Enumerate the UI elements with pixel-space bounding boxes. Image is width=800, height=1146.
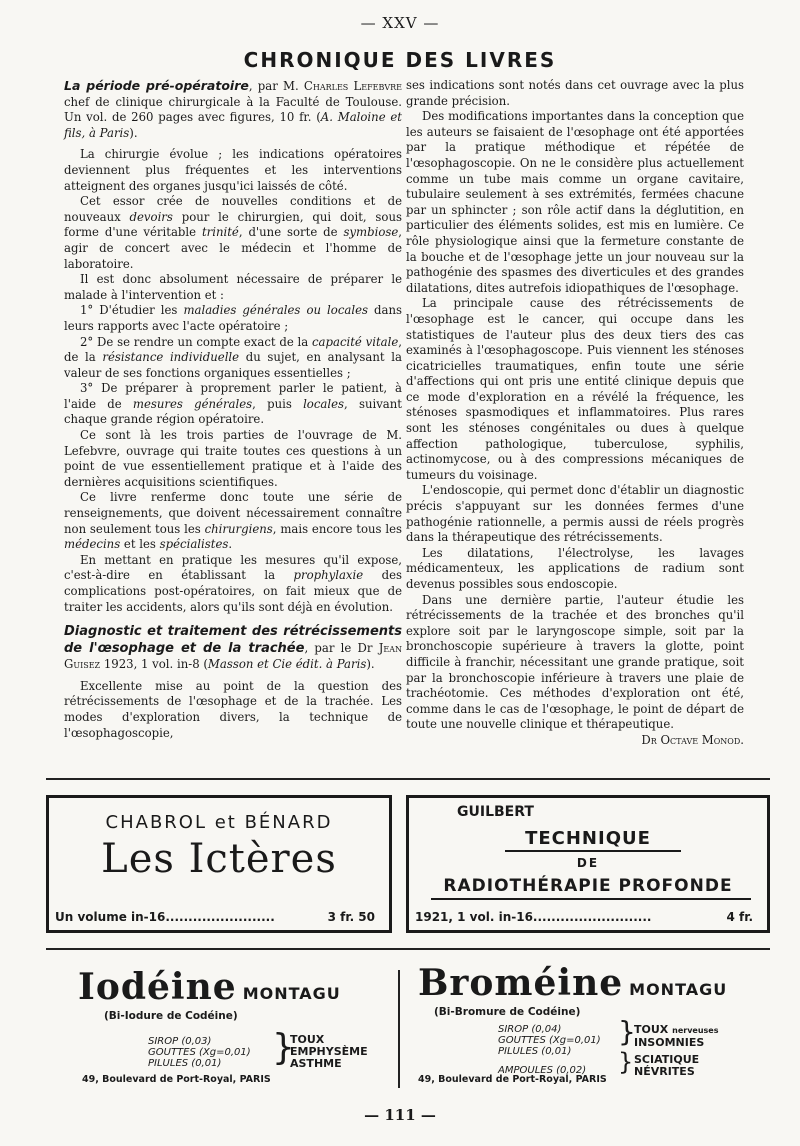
review2-paragraph: Les dilatations, l'électrolyse, les lavages médicamenteux, les applications de radium sont devenus possibles sous endoscopie. <box>406 545 744 591</box>
review2-paragraph: L'endoscopie, qui permet donc d'établir un diagnostic précis s'appuyant sur les données fermes d'une pathogénie rationnelle, a permis aussi de réels progrès dans la thérapeutique des rétrécissements. <box>406 483 744 545</box>
page-roman-number: — XXV — <box>360 14 440 32</box>
left-column <box>64 78 402 741</box>
review2-meta1: 1923, 1 vol. in-8 ( <box>103 657 208 672</box>
review2-paragraph: La principale cause des rétrécissements de l'œsophage est le cancer, qui occupe dans les statistiques de l'auteur plus des deux tiers des cas examinés à l'œsophagoscope. Puis viennent les sténoses cicatricielles traumatiques, enfin toute une série d'affections qui ont pris une entité clinique depuis que ce mode d'exploration en a révélé la fréquence, les sténoses spasmodiques et inflammatoires. Plus rares sont les sténoses congénitales ou dues à quelque affection pathologique, tuberculose, syphilis, actinomycose, ou à des compressions mécaniques de tumeurs du voisinage. <box>406 296 744 482</box>
page-number: — 111 — <box>364 1106 436 1124</box>
right-column <box>406 78 744 749</box>
section-title: CHRONIQUE DES LIVRES <box>243 48 557 72</box>
review1-publisher: A. Maloine et fils, à Paris <box>64 110 402 140</box>
divider <box>46 778 770 780</box>
review2-paragraph: ses indications sont notés dans cet ouvrage avec la plus grande précision. <box>406 78 744 108</box>
divider <box>46 948 770 950</box>
ad-iodeine <box>78 966 394 1096</box>
review2-meta2: ). <box>366 657 375 672</box>
drug-indications: TOUX nerveuses INSOMNIES <box>634 1023 719 1049</box>
review2-publisher: Masson et Cie édit. à Paris <box>207 657 367 672</box>
ad-publisher: CHABROL et BÉNARD <box>105 812 333 833</box>
ad-price: 4 fr. <box>726 910 753 924</box>
drug-indications: TOUX EMPHYSÈME ASTHME <box>290 1033 368 1070</box>
review1-paragraph: Ce livre renferme donc toute une série de renseignements, que doivent nécessairement connaître non seulement tous les chirurgiens, mais encore tous les médecins et les spécialistes. <box>64 490 402 552</box>
ad-book-title-de: DE <box>576 856 600 870</box>
drug-indications: SCIATIQUE NÉVRITES <box>634 1053 700 1078</box>
review1-paragraph: En mettant en pratique les mesures qu'il expose, c'est-à-dire en établissant la prophylaxie des complications post-opératoires, on fait mieux que de traiter les accidents, alors qu'ils sont déjà en évolution. <box>64 552 402 614</box>
review1-list-item: 3° De préparer à proprement parler le patient, à l'aide de mesures générales, puis locales, suivant chaque grande région opératoire. <box>64 381 402 427</box>
drug-subtitle: (Bi-Iodure de Codéine) <box>104 1010 238 1022</box>
drug-name: Iodéine <box>78 966 237 1008</box>
review1-paragraph: La chirurgie évolue ; les indications opératoires deviennent plus fréquentes et les interventions atteignent des organes jusqu'ici laissés de côté. <box>64 147 402 193</box>
drug-name: Broméine <box>418 962 624 1004</box>
ad-book-title: Les Ictères <box>101 836 337 882</box>
ad-price: 3 fr. 50 <box>327 910 375 924</box>
ad-book-subtitle: RADIOTHÉRAPIE PROFONDE <box>443 876 733 896</box>
ad-bromeine <box>418 962 770 1096</box>
ad-book-title: TECHNIQUE <box>525 828 651 849</box>
brace-icon: } <box>272 1027 295 1068</box>
brace-icon: } <box>618 1048 634 1076</box>
drug-address: 49, Boulevard de Port-Royal, PARIS <box>418 1074 607 1085</box>
review1-paragraph: Ce sont là les trois parties de l'ouvrage de M. Lefebvre, ouvrage qui traite toutes ces questions à un point de vue essentiellement pratique et à l'aide des dernières acquisitions scientifiques. <box>64 428 402 489</box>
review1-list-item: 2° De se rendre un compte exact de la capacité vitale, de la résistance individuelle du sujet, en analysant la valeur de ses fonctions organiques essentielles ; <box>64 334 402 380</box>
review1-meta1: chef de clinique chirurgicale à la Faculté de Toulouse. <box>64 94 402 109</box>
review1-meta3: ). <box>129 125 138 140</box>
review1-author: Charles Lefebvre <box>303 79 402 93</box>
drug-brand: MONTAGU <box>629 980 728 999</box>
review1-paragraph: Cet essor crée de nouvelles conditions et de nouveaux devoirs pour le chirurgien, qui doit, sous forme d'une véritable trinité, d'une sorte de symbiose, agir de concert avec le médecin et l'homme de laboratoire. <box>64 194 403 271</box>
review2-by: , par le Dr <box>304 641 379 656</box>
review2-paragraph: Excellente mise au point de la question des rétrécissements de l'œsophage et de la trachée. Les modes d'exploration divers, la technique de l'œsophagoscopie, <box>64 678 402 740</box>
ad-volume-line: Un volume in-16........................ 3 fr. 50 <box>55 910 375 924</box>
drug-forms: SIROP (0,04) GOUTTES (Xg=0,01) PILULES (0,01) AMPOULES (0,02) <box>498 1024 601 1076</box>
ad-chabrol-benard <box>46 795 392 933</box>
drug-brand: MONTAGU <box>242 984 341 1003</box>
ad-guilbert <box>406 795 770 933</box>
review1-meta2: Un vol. de 260 pages avec figures, 10 fr. ( <box>64 110 321 125</box>
divider <box>431 898 751 900</box>
review2-paragraph: Dans une dernière partie, l'auteur étudie les rétrécissements de la trachée et des bronches qu'il explore soit par le laryngoscope simple, soit par la bronchoscopie supérieure à travers la glotte, point difficile à franchir, nécessitant une grande pratique, soit par la bronchoscopie inférieure à travers une plaie de trachéotomie. Ces méthodes d'exploration ont été, comme dans le cas de l'œsophage, le point de départ de toute une nouvelle clinique et thérapeutique. <box>406 592 744 732</box>
divider <box>398 970 400 1088</box>
review1-list-item: 1° D'étudier les maladies générales ou locales dans leurs rapports avec l'acte opératoire ; <box>64 303 403 333</box>
drug-subtitle: (Bi-Bromure de Codéine) <box>434 1006 581 1018</box>
review2-header <box>64 623 402 673</box>
review1-paragraph: Il est donc absolument nécessaire de préparer le malade à l'intervention et : <box>64 272 402 302</box>
review1-by: , par M. <box>248 79 304 93</box>
brace-icon: } <box>618 1015 636 1048</box>
review1-header <box>64 78 402 141</box>
review2-paragraph: Des modifications importantes dans la conception que les auteurs se faisaient de l'œsophage ont été apportées par la pratique méthodique et répétée de l'œsophagoscopie. On ne le considère plus actuellement comme un tube mais comme un organe cavitaire, tubulaire seulement à ses extrémités, fermées chacune par un sphincter ; son rôle actif dans la déglutition, en particulier des éléments solides, est mis en lumière. Ce rôle physiologique ainsi que la fermeture constante de la bouche et de l'œsophage jette un jour nouveau sur la pathogénie des spasmes des diverticules et des grandes dilatations, dites autrefois idiopathiques de l'œsophage. <box>406 109 744 295</box>
drug-address: 49, Boulevard de Port-Royal, PARIS <box>82 1074 271 1085</box>
divider <box>505 850 681 852</box>
review2-title: Diagnostic et traitement des rétrécissements de l'œsophage et de la trachée <box>64 624 402 657</box>
review1-title: La période pré-opératoire <box>64 78 249 93</box>
review2-signature: Dr Octave Monod. <box>641 732 744 747</box>
ad-author: GUILBERT <box>457 804 534 820</box>
drug-forms: SIROP (0,03) GOUTTES (Xg=0,01) PILULES (0,01) <box>148 1036 251 1069</box>
review2-author: Jean Guisez <box>64 641 402 672</box>
ad-volume-line: 1921, 1 vol. in-16.......................... 4 fr. <box>415 910 753 924</box>
